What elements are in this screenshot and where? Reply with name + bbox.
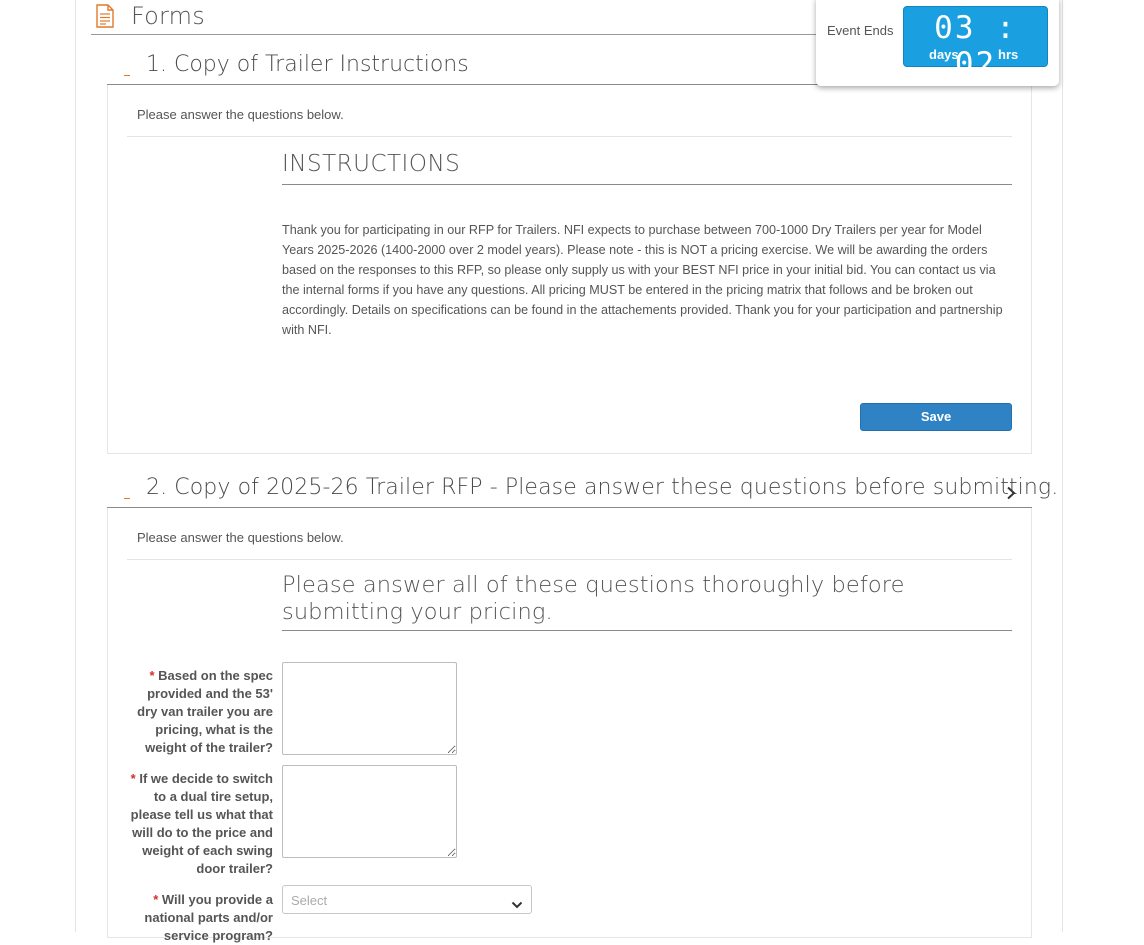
timer-unit-hrs: hrs bbox=[998, 47, 1019, 62]
dual-tire-answer-input[interactable] bbox=[282, 765, 457, 858]
rfp-questions-panel bbox=[107, 508, 1032, 943]
document-icon bbox=[95, 4, 115, 33]
collapse-marker bbox=[124, 498, 130, 499]
required-marker: * bbox=[149, 668, 155, 683]
question-text: Based on the spec provided and the 53' dry van trailer you are pricing, what is the weight of the trailer? bbox=[137, 668, 273, 755]
panel-intro-text: Please answer the questions below. bbox=[137, 107, 344, 122]
event-timer bbox=[816, 0, 1059, 86]
required-marker: * bbox=[153, 892, 159, 907]
select-value: Select bbox=[291, 893, 328, 908]
questions-heading: Please answer all of these questions thoroughly before submitting your pricing. bbox=[282, 572, 1012, 631]
chevron-right-icon[interactable] bbox=[1006, 486, 1016, 505]
panel-intro-text: Please answer the questions below. bbox=[137, 530, 344, 545]
chevron-down-icon bbox=[511, 896, 523, 914]
divider bbox=[127, 559, 1012, 560]
timer-digits: 03 : 02 bbox=[934, 10, 1017, 82]
question-text: Will you provide a national parts and/or service program? bbox=[144, 892, 273, 943]
section-header-rfp[interactable] bbox=[107, 468, 1059, 508]
question-text: If we decide to switch to a dual tire setup, please tell us what that will do to the price and weight of each swing door trailer? bbox=[130, 771, 273, 876]
required-marker: * bbox=[130, 771, 136, 786]
section-title: 2. Copy of 2025-26 Trailer RFP - Please answer these questions before submitting. bbox=[146, 475, 1059, 500]
question-label-weight bbox=[125, 667, 273, 757]
timer-display bbox=[903, 6, 1048, 82]
weight-answer-input[interactable] bbox=[282, 662, 457, 755]
instructions-heading: INSTRUCTIONS bbox=[282, 151, 1012, 185]
timer-unit-days: days bbox=[929, 47, 959, 62]
divider bbox=[127, 136, 1012, 137]
collapse-marker bbox=[124, 75, 130, 76]
page-title: Forms bbox=[131, 2, 205, 30]
save-button[interactable]: Save bbox=[860, 403, 1012, 431]
instructions-panel bbox=[107, 85, 1032, 454]
question-label-dual-tire bbox=[125, 770, 273, 878]
instructions-body: Thank you for participating in our RFP for Trailers. NFI expects to purchase between 700-1000 Dry Trailers per year for Model Years 2025-2026 (1400-2000 over 2 model years). Please note - this is NOT a pricing exercise. We will be awarding the orders based on the responses to this RFP, so please only supply us with your BEST NFI price in your initial bid. You can contact us via the internal forms if you have any questions. All pricing MUST be entered in the pricing matrix that follows and be broken out accordingly. Details on specifications can be found in the attachements provided. Thank you for your participation and partnership with NFI. bbox=[282, 223, 1003, 337]
parts-program-select[interactable] bbox=[282, 885, 532, 914]
section-title: 1. Copy of Trailer Instructions bbox=[146, 52, 469, 77]
timer-label: Event Ends bbox=[827, 23, 894, 38]
question-label-parts-program bbox=[125, 891, 273, 945]
